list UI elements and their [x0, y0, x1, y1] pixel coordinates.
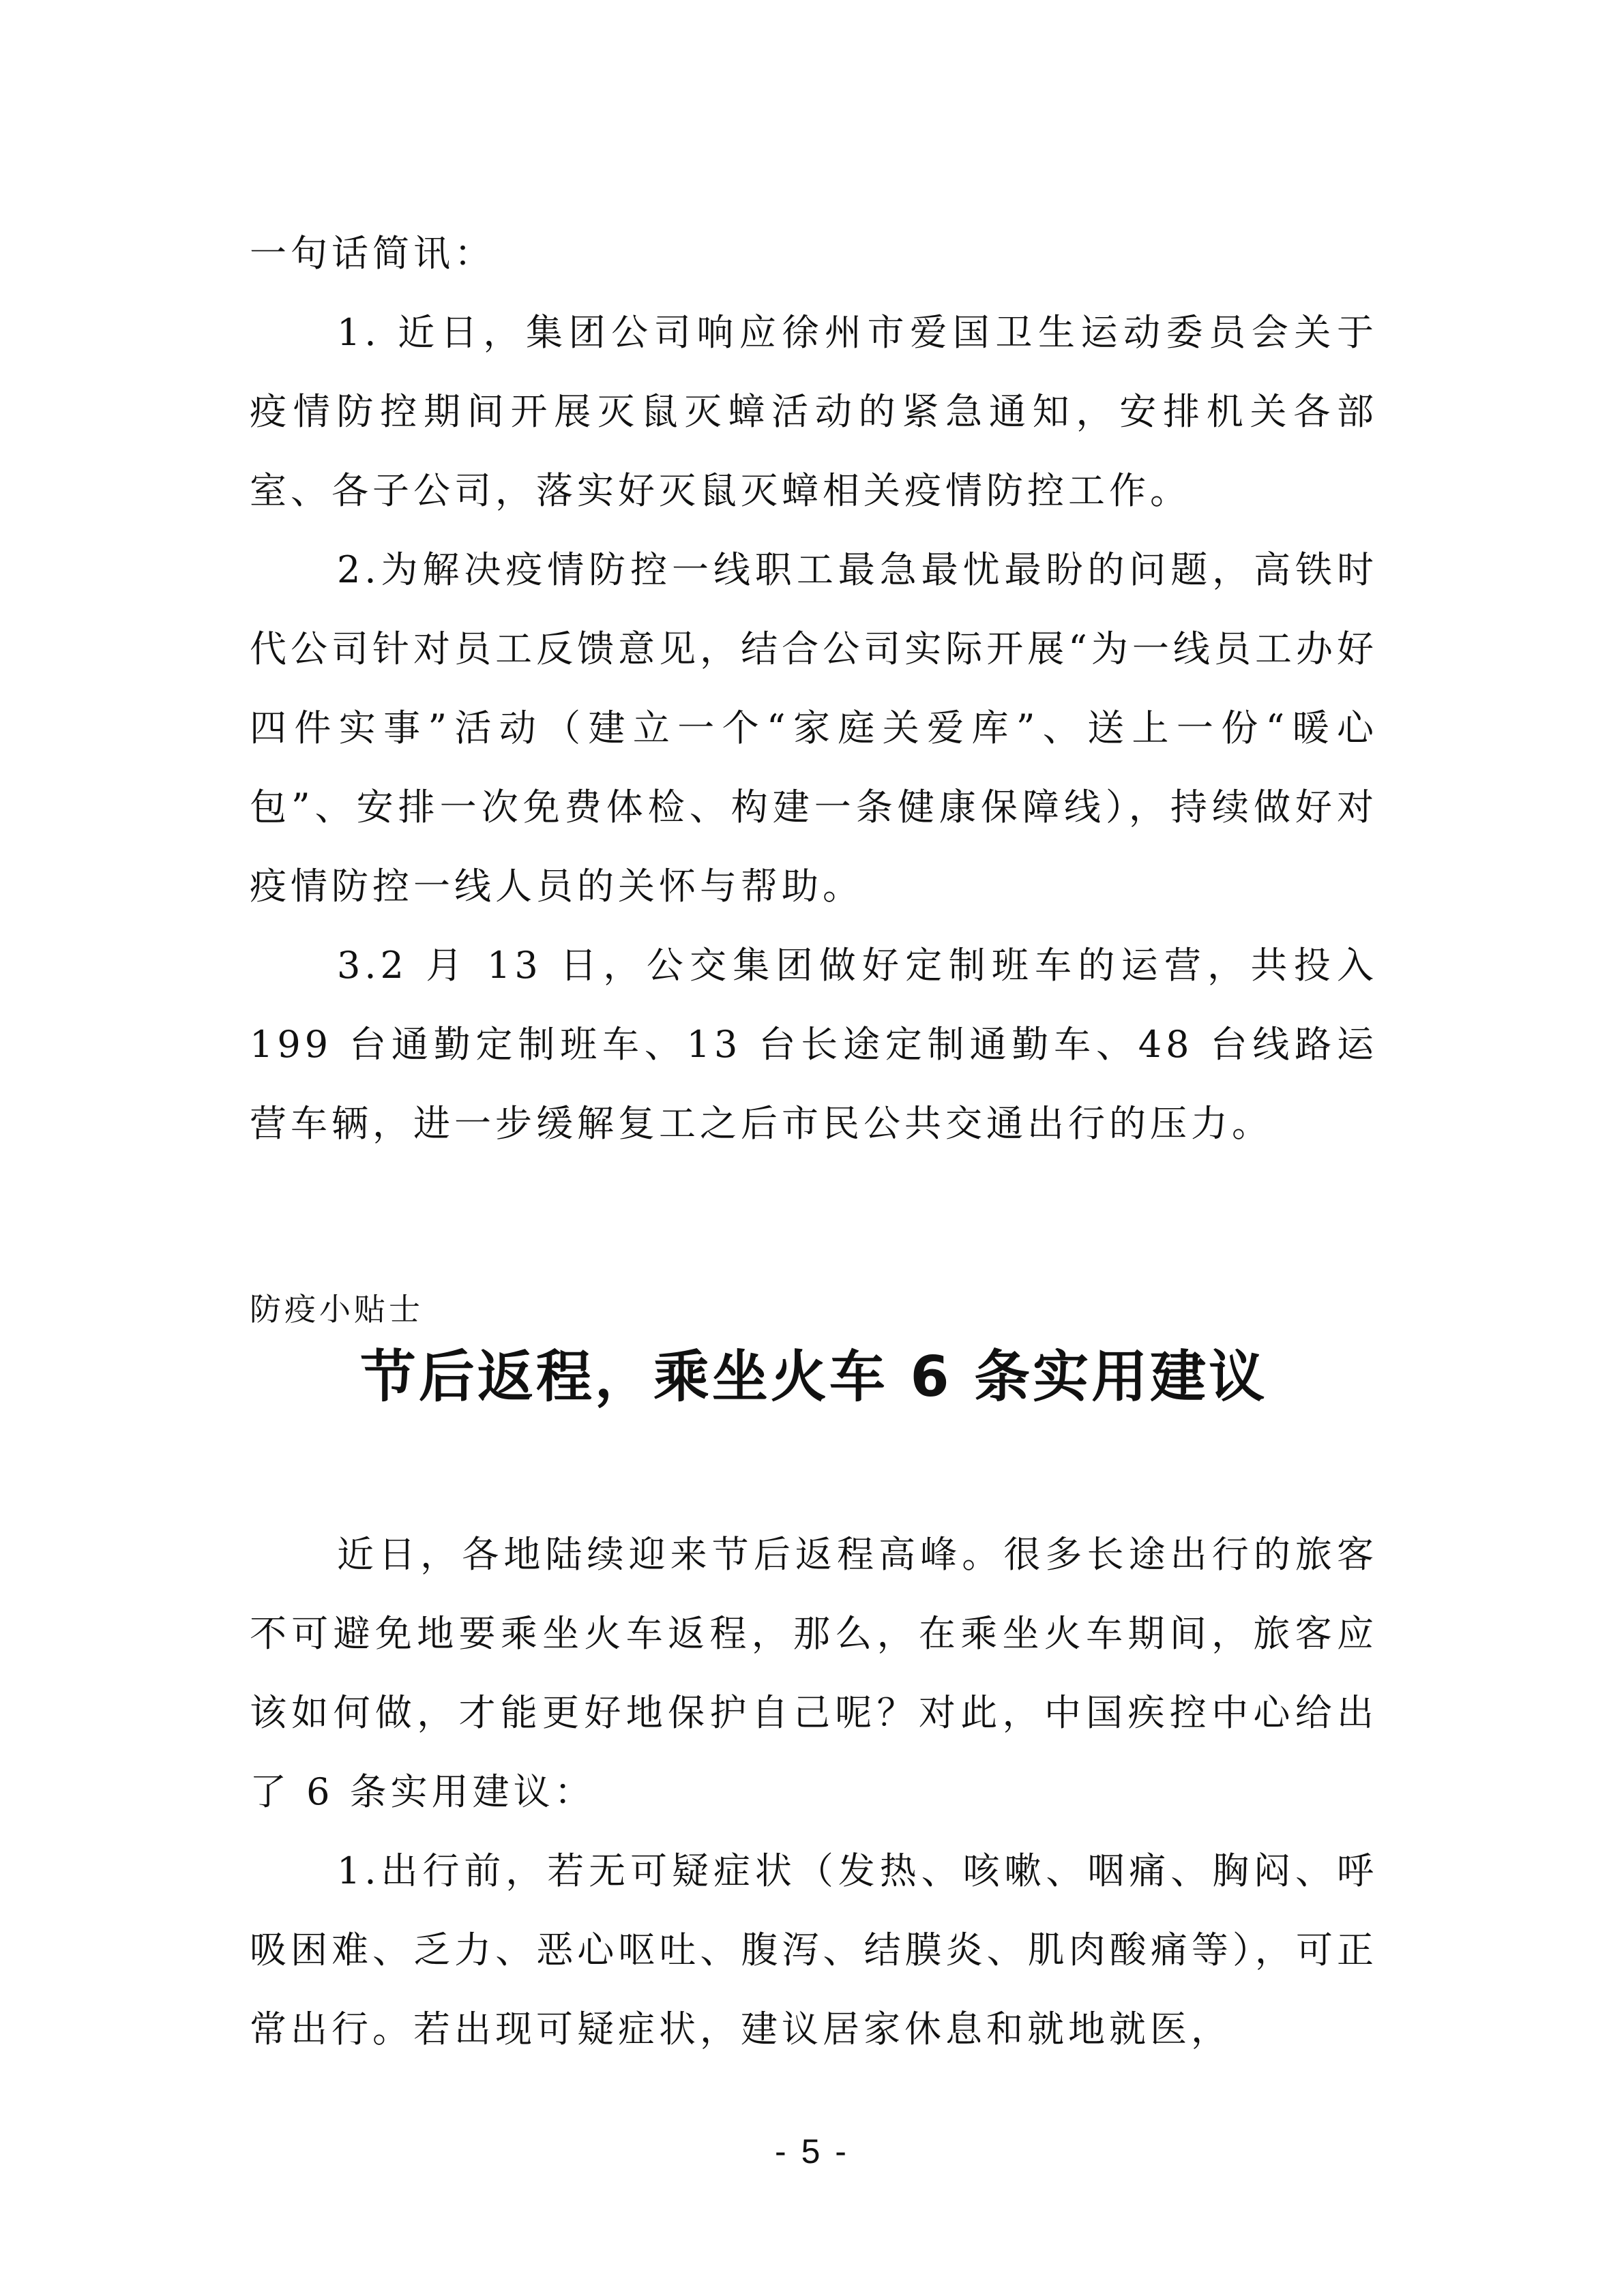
- tips-label: 防疫小贴士: [250, 1291, 424, 1328]
- brief-item-2: 2.为解决疫情防控一线职工最急最忧最盼的问题，高铁时代公司针对员工反馈意见，结合公司实际开展“为一线员工办好四件实事”活动（建立一个“家庭关爱库”、送上一份“暖心包”、安排一次免费体检、构建一条健康保障线），持续做好对疫情防控一线人员的关怀与帮助。: [250, 548, 1378, 908]
- brief-item-1: 1. 近日，集团公司响应徐州市爱国卫生运动委员会关于疫情防控期间开展灭鼠灭蟑活动的紧急通知，安排机关各部室、各子公司，落实好灭鼠灭蟑相关疫情防控工作。: [250, 311, 1378, 512]
- brief-item-3: 3.2 月 13 日，公交集团做好定制班车的运营，共投入 199 台通勤定制班车、13 台长途定制通勤车、48 台线路运营车辆，进一步缓解复工之后市民公共交通出行的压力。: [250, 944, 1378, 1145]
- brief-section: [250, 214, 1378, 1163]
- page-number: - 5 -: [775, 2132, 849, 2171]
- tips-item-1: 1.出行前，若无可疑症状（发热、咳嗽、咽痛、胸闷、呼吸困难、乏力、恶心呕吐、腹泻、结膜炎、肌肉酸痛等），可正常出行。若出现可疑症状，建议居家休息和就地就医，: [250, 1849, 1378, 2051]
- brief-heading: 一句话简讯：: [250, 232, 495, 275]
- tips-intro: 近日，各地陆续迎来节后返程高峰。很多长途出行的旅客不可避免地要乘坐火车返程，那么，在乘坐火车期间，旅客应该如何做，才能更好地保护自己呢？对此，中国疾控中心给出了 6 条实用建议：: [250, 1533, 1378, 1813]
- tips-body: [250, 1515, 1378, 2069]
- tips-title: 节后返程，乘坐火车 6 条实用建议: [359, 1345, 1268, 1410]
- tips-label-wrap: [250, 1282, 1378, 1337]
